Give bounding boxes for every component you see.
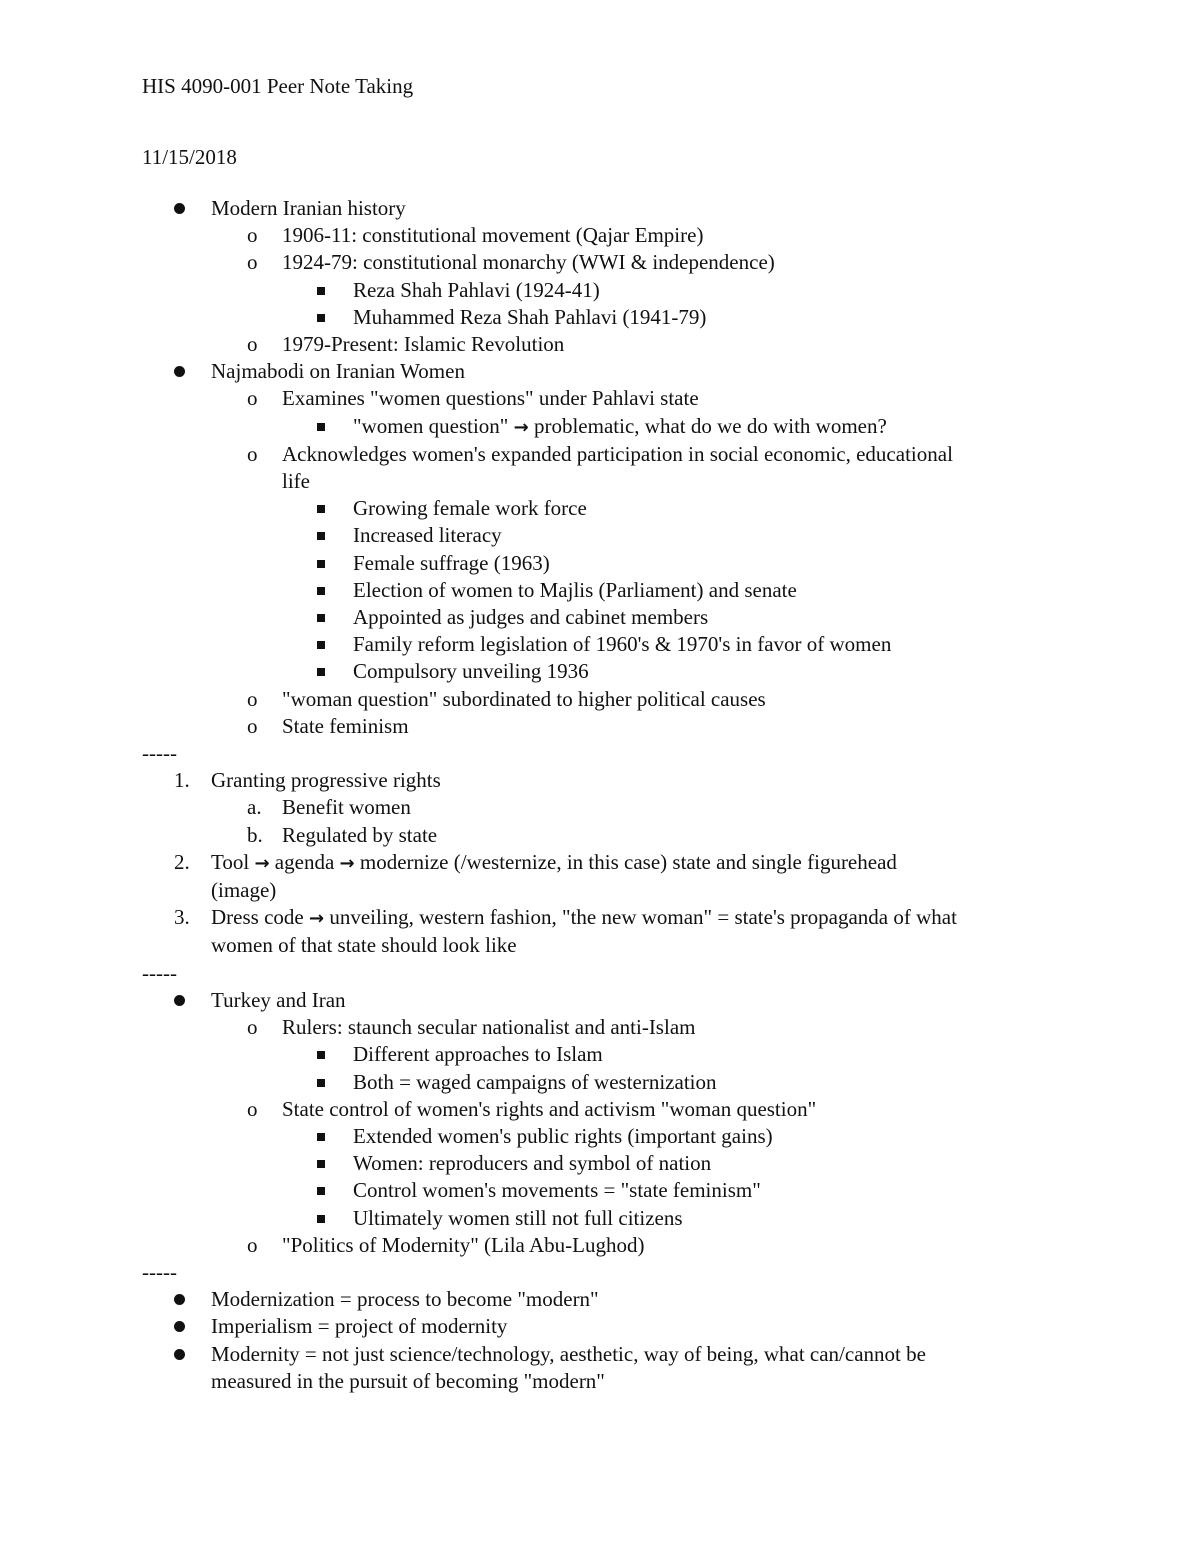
bullet-square-icon	[317, 587, 325, 595]
bullet-square-icon	[317, 1187, 325, 1195]
list-item-text: Benefit women	[282, 795, 411, 820]
list-number: b.	[247, 822, 263, 847]
list-item-text: Women: reproducers and symbol of nation	[353, 1151, 712, 1176]
list-item-text: Dress code → unveiling, western fashion, "the new woman" = state's propaganda of what	[211, 905, 957, 930]
list-item-text: women of that state should look like	[211, 933, 517, 958]
bullet-square-icon	[317, 668, 325, 676]
bullet-disc-icon	[174, 1321, 185, 1332]
list-item	[0, 441, 1200, 468]
list-item	[0, 604, 1200, 631]
bullet-square-icon	[317, 560, 325, 568]
list-item-text: Tool → agenda → modernize (/westernize, in this case) state and single figurehead	[211, 849, 897, 874]
list-item-text: Increased literacy	[353, 523, 502, 548]
bullet-square-icon	[317, 423, 325, 431]
list-item	[0, 277, 1200, 304]
section-divider: -----	[142, 1259, 177, 1284]
list-item	[0, 1123, 1200, 1150]
bullet-square-icon	[317, 314, 325, 322]
list-item	[0, 932, 1200, 959]
list-item	[0, 195, 1200, 222]
bullet-square-icon	[317, 641, 325, 649]
list-item-text: Examines "women questions" under Pahlavi state	[282, 386, 699, 411]
list-item	[0, 1232, 1200, 1259]
list-item	[0, 304, 1200, 331]
document-date: 11/15/2018	[142, 145, 237, 169]
section-divider: -----	[142, 741, 177, 766]
bullet-square-icon	[317, 505, 325, 513]
list-item	[0, 822, 1200, 849]
list-item	[0, 713, 1200, 740]
bullet-circle-marker: o	[247, 250, 258, 275]
list-item	[0, 358, 1200, 385]
list-item	[0, 1286, 1200, 1313]
list-item	[0, 249, 1200, 276]
list-item	[0, 1341, 1200, 1368]
list-item-text: Imperialism = project of modernity	[211, 1314, 508, 1339]
list-item-text: Modern Iranian history	[211, 196, 406, 220]
bullet-circle-marker: o	[247, 1096, 258, 1121]
bullet-disc-icon	[174, 1294, 185, 1305]
list-number: 1.	[174, 768, 190, 793]
list-item	[0, 495, 1200, 522]
list-item-text: State control of women's rights and activism "woman question"	[282, 1096, 817, 1121]
list-item	[0, 1368, 1200, 1395]
list-item-text: measured in the pursuit of becoming "modern"	[211, 1368, 605, 1393]
list-item-text: State feminism	[282, 713, 409, 738]
list-item	[0, 1205, 1200, 1232]
list-item	[0, 1014, 1200, 1041]
list-item-text: 1979-Present: Islamic Revolution	[282, 332, 565, 357]
bullet-circle-marker: o	[247, 1232, 258, 1257]
bullet-square-icon	[317, 1160, 325, 1168]
list-item	[0, 1096, 1200, 1123]
list-item	[0, 631, 1200, 658]
list-item	[0, 849, 1200, 877]
arrow-right-icon: →	[254, 852, 270, 874]
list-item	[0, 331, 1200, 358]
bullet-square-icon	[317, 1215, 325, 1223]
list-number: 2.	[174, 849, 190, 874]
list-item	[0, 904, 1200, 932]
bullet-square-icon	[317, 287, 325, 295]
list-item	[0, 1177, 1200, 1204]
bullet-circle-marker: o	[247, 223, 258, 248]
list-item-text: Rulers: staunch secular nationalist and anti-Islam	[282, 1015, 696, 1040]
bullet-disc-icon	[174, 203, 185, 214]
arrow-right-icon: →	[339, 852, 355, 874]
list-item-text: Reza Shah Pahlavi (1924-41)	[353, 277, 600, 302]
list-number: 3.	[174, 905, 190, 930]
list-item	[0, 1069, 1200, 1096]
list-item-text: Election of women to Majlis (Parliament) and senate	[353, 577, 797, 602]
bullet-square-icon	[317, 532, 325, 540]
list-item-text: Turkey and Iran	[211, 987, 346, 1012]
list-item	[0, 577, 1200, 604]
list-item	[0, 686, 1200, 713]
list-item-text: Acknowledges women's expanded participation in social economic, educational	[282, 441, 953, 466]
list-item-text: Modernity = not just science/technology, aesthetic, way of being, what can/cannot be	[211, 1341, 926, 1366]
bullet-disc-icon	[174, 1349, 185, 1360]
list-item-text: Modernization = process to become "modern"	[211, 1287, 599, 1312]
list-item-text: Regulated by state	[282, 822, 438, 847]
notes-list	[0, 195, 1200, 1395]
list-number: a.	[247, 795, 262, 820]
bullet-circle-marker: o	[247, 386, 258, 411]
bullet-circle-marker: o	[247, 441, 258, 466]
list-item-text: life	[282, 469, 310, 494]
list-item-text: Ultimately women still not full citizens	[353, 1205, 683, 1230]
list-item	[0, 222, 1200, 249]
list-item-text: Appointed as judges and cabinet members	[353, 605, 709, 630]
list-item	[0, 550, 1200, 577]
bullet-square-icon	[317, 1133, 325, 1141]
bullet-disc-icon	[174, 366, 185, 377]
list-item-text: "Politics of Modernity" (Lila Abu-Lughod)	[282, 1232, 645, 1257]
list-item	[0, 1041, 1200, 1068]
list-item-text: Different approaches to Islam	[353, 1042, 603, 1067]
bullet-circle-marker: o	[247, 713, 258, 738]
list-item-text: Growing female work force	[353, 496, 587, 521]
list-item	[0, 1313, 1200, 1340]
bullet-square-icon	[317, 614, 325, 622]
list-item	[0, 987, 1200, 1014]
arrow-right-icon: →	[308, 908, 325, 930]
section-divider: -----	[142, 960, 177, 985]
list-item-text: Family reform legislation of 1960's & 1970's in favor of women	[353, 632, 892, 657]
list-item-text: (image)	[211, 878, 277, 903]
list-item-text: Extended women's public rights (important gains)	[353, 1123, 773, 1148]
list-item	[0, 413, 1200, 441]
list-item	[0, 658, 1200, 685]
list-item	[0, 767, 1200, 794]
list-item	[0, 522, 1200, 549]
bullet-circle-marker: o	[247, 1015, 258, 1040]
list-item-text: Female suffrage (1963)	[353, 550, 550, 575]
list-item-text: Granting progressive rights	[211, 768, 441, 793]
list-item	[0, 1150, 1200, 1177]
list-item-text: Both = waged campaigns of westernization	[353, 1069, 717, 1094]
bullet-disc-icon	[174, 995, 185, 1006]
list-item-text: "woman question" subordinated to higher political causes	[282, 686, 766, 711]
list-item	[0, 877, 1200, 904]
arrow-right-icon: →	[513, 416, 529, 438]
list-item-text: Compulsory unveiling 1936	[353, 659, 589, 684]
bullet-circle-marker: o	[247, 332, 258, 357]
list-item-text: Control women's movements = "state feminism"	[353, 1178, 761, 1203]
list-item-text: Muhammed Reza Shah Pahlavi (1941-79)	[353, 304, 707, 329]
list-item	[0, 385, 1200, 412]
list-item-text: "women question" → problematic, what do we do with women?	[353, 413, 887, 438]
list-item	[0, 468, 1200, 495]
list-item	[0, 794, 1200, 821]
document-title: HIS 4090-001 Peer Note Taking	[142, 74, 414, 98]
list-item-text: Najmabodi on Iranian Women	[211, 359, 465, 384]
list-item-text: 1906-11: constitutional movement (Qajar Empire)	[282, 223, 704, 248]
bullet-square-icon	[317, 1079, 325, 1087]
list-item-text: 1924-79: constitutional monarchy (WWI & independence)	[282, 250, 775, 275]
bullet-circle-marker: o	[247, 686, 258, 711]
bullet-square-icon	[317, 1051, 325, 1059]
